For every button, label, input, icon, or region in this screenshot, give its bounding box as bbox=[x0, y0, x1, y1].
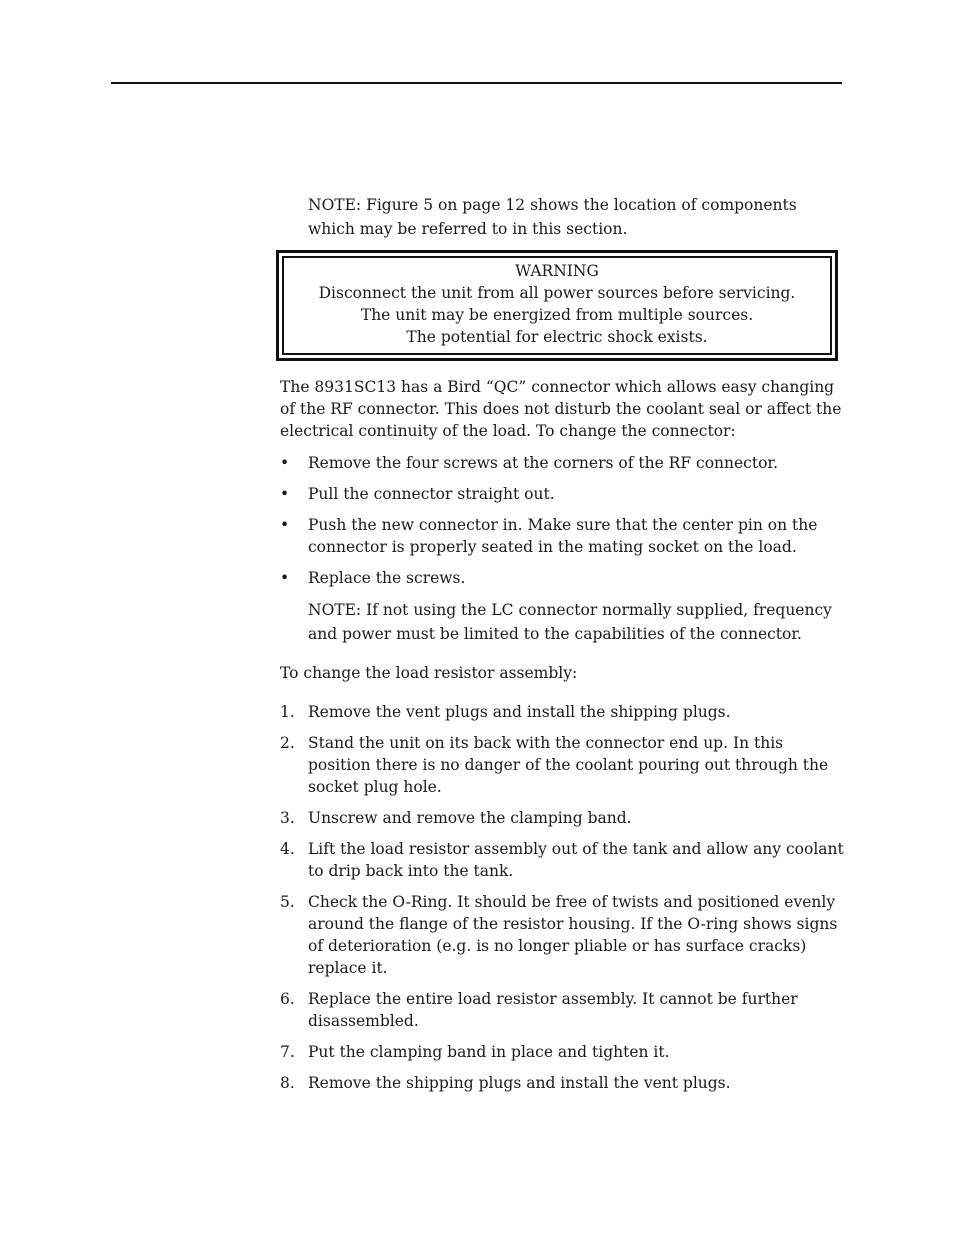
list-item-text: Lift the load resistor assembly out of the tank and allow any coolant to drip back into the tank. bbox=[308, 840, 844, 880]
page-content bbox=[280, 193, 845, 1103]
resistor-steps-list bbox=[280, 701, 845, 1094]
list-item bbox=[280, 701, 845, 723]
step-number: 5. bbox=[280, 893, 295, 911]
step-number: 2. bbox=[280, 734, 295, 752]
warning-box bbox=[276, 250, 838, 361]
note-connector-limits: NOTE: If not using the LC connector normally supplied, frequency and power must be limited to the capabilities of the connector. bbox=[308, 601, 832, 643]
warning-line: The unit may be energized from multiple sources. bbox=[360, 306, 754, 324]
list-item bbox=[280, 988, 845, 1032]
connector-intro-paragraph: The 8931SC13 has a Bird “QC” connector which allows easy changing of the RF connector. This does not disturb the coolant seal or affect the electrical continuity of the load. To change the connector: bbox=[280, 378, 842, 440]
list-item-text: Replace the entire load resistor assembly. It cannot be further disassembled. bbox=[308, 990, 798, 1030]
list-item bbox=[280, 1041, 845, 1063]
list-item bbox=[280, 838, 845, 882]
list-item bbox=[280, 1072, 845, 1094]
note-figure-reference: NOTE: Figure 5 on page 12 shows the location of components which may be referred to in this section. bbox=[308, 196, 797, 238]
warning-line: The potential for electric shock exists. bbox=[406, 328, 708, 346]
list-item bbox=[280, 514, 845, 558]
bullet-icon: • bbox=[280, 516, 290, 534]
bullet-icon: • bbox=[280, 454, 290, 472]
connector-steps-list bbox=[280, 452, 845, 589]
step-number: 3. bbox=[280, 809, 295, 827]
list-item-text: Unscrew and remove the clamping band. bbox=[308, 809, 632, 827]
list-item bbox=[280, 891, 845, 979]
step-number: 1. bbox=[280, 703, 295, 721]
list-item-text: Pull the connector straight out. bbox=[308, 485, 555, 503]
list-item-text: Push the new connector in. Make sure that the center pin on the connector is properly seated in the mating socket on the load. bbox=[308, 516, 818, 556]
list-item-text: Check the O-Ring. It should be free of twists and positioned evenly around the flange of the resistor housing. If the O-ring shows signs of deterioration (e.g. is no longer pliable or has surface cracks) replace it. bbox=[308, 893, 838, 977]
header-rule bbox=[111, 82, 842, 84]
bullet-icon: • bbox=[280, 569, 290, 587]
warning-line: Disconnect the unit from all power sources before servicing. bbox=[318, 284, 796, 302]
list-item bbox=[280, 452, 845, 474]
list-item bbox=[280, 483, 845, 505]
warning-title: WARNING bbox=[515, 262, 599, 280]
list-item-text: Remove the shipping plugs and install the vent plugs. bbox=[308, 1074, 731, 1092]
step-number: 8. bbox=[280, 1074, 295, 1092]
list-item bbox=[280, 567, 845, 589]
list-item-text: Put the clamping band in place and tighten it. bbox=[308, 1043, 670, 1061]
list-item bbox=[280, 807, 845, 829]
list-item-text: Stand the unit on its back with the connector end up. In this position there is no danger of the coolant pouring out through the socket plug hole. bbox=[308, 734, 829, 796]
list-item-text: Remove the four screws at the corners of the RF connector. bbox=[308, 454, 779, 472]
step-number: 6. bbox=[280, 990, 295, 1008]
list-item-text: Remove the vent plugs and install the shipping plugs. bbox=[308, 703, 731, 721]
step-number: 7. bbox=[280, 1043, 295, 1061]
resistor-intro-paragraph: To change the load resistor assembly: bbox=[280, 664, 578, 682]
step-number: 4. bbox=[280, 840, 295, 858]
list-item bbox=[280, 732, 845, 798]
list-item-text: Replace the screws. bbox=[308, 569, 466, 587]
bullet-icon: • bbox=[280, 485, 290, 503]
warning-box-inner bbox=[282, 256, 832, 355]
